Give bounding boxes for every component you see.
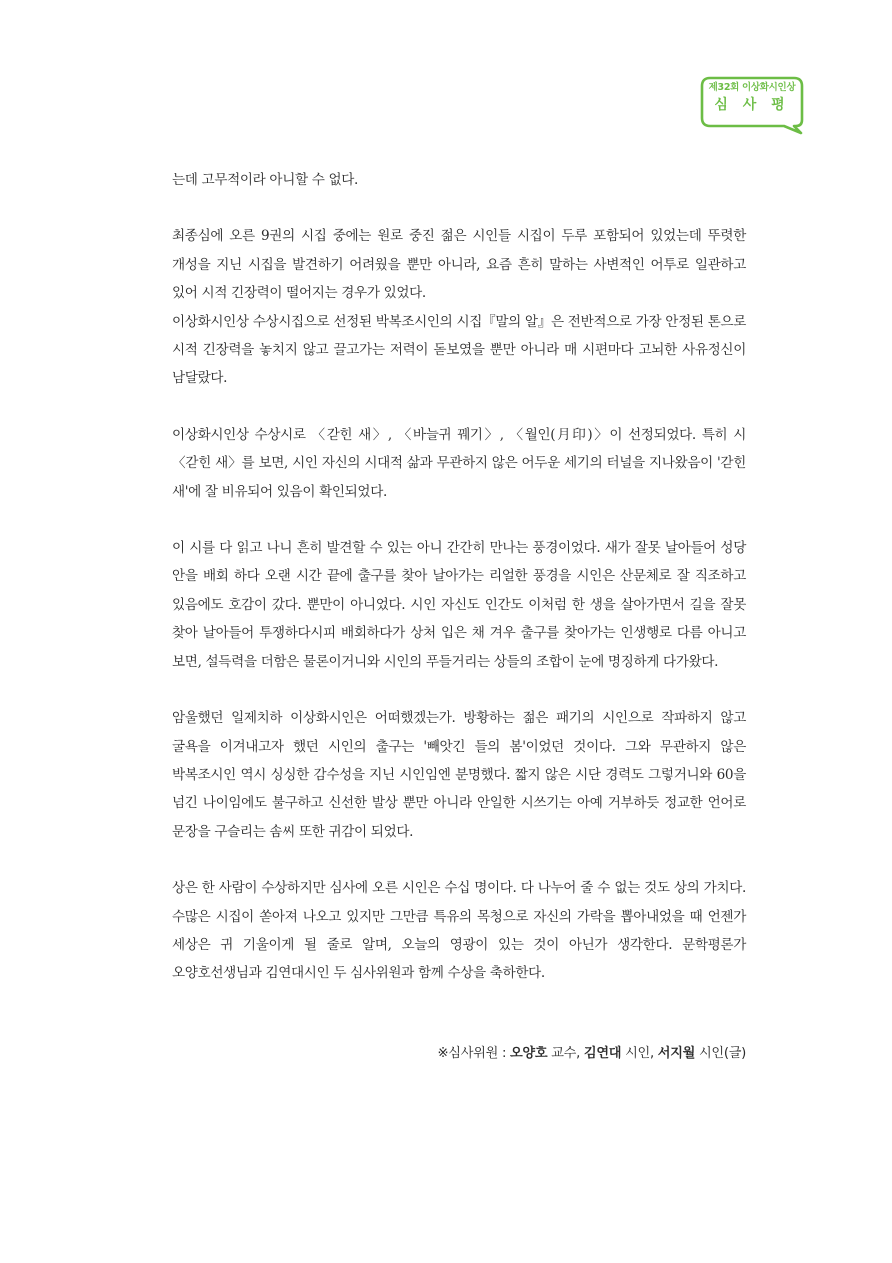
badge-title: 심 사 평 — [714, 97, 790, 113]
judge-title: 시인, — [621, 1046, 658, 1061]
judge-name: 김연대 — [583, 1046, 622, 1061]
paragraph-2: 최종심에 오른 9권의 시집 중에는 원로 중진 젊은 시인들 시집이 두루 포함되어 있었는데 뚜렷한 개성을 지닌 시집을 발견하기 어려웠을 뿐만 아니라, 요즘 흔히 말하는 사변적인 어투로 일관하고 있어 시적 긴장력이 떨어지는 경우가 있었다. — [172, 228, 746, 302]
paragraph-7: 상은 한 사람이 수상하지만 심사에 오른 시인은 수십 명이다. 다 나누어 줄 수 없는 것도 상의 가치다. 수많은 시집이 쏟아져 나오고 있지만 그만큼 특유의 목청으로 자신의 가락을 뽑아내었을 때 언젠가 세상은 귀 기울이게 될 줄로 알며, 오늘의 영광이 있는 것이 아닌가 생각한다. 문학평론가 오양호선생님과 김연대시인 두 심사위원과 함께 수상을 축하한다. — [172, 880, 746, 982]
judge-title: 시인(글) — [695, 1046, 746, 1061]
paragraph-1: 는데 고무적이라 아니할 수 없다. — [172, 172, 359, 188]
badge-subtitle: 제32회 이상화시인상 — [708, 82, 796, 93]
paragraph-3: 이상화시인상 수상시집으로 선정된 박복조시인의 시집『말의 알』은 전반적으로 가장 안정된 톤으로 시적 긴장력을 놓치지 않고 끌고가는 저력이 돋보였을 뿐만 아니라 매 시편마다 고뇌한 사유정신이 남달랐다. — [172, 313, 746, 387]
paragraph-6: 암울했던 일제치하 이상화시인은 어떠했겠는가. 방황하는 젊은 패기의 시인으로 작파하지 않고 굴욕을 이겨내고자 했던 시인의 출구는 '빼앗긴 들의 봄'이었던 것이다. 그와 무관하지 않은 박복조시인 역시 싱싱한 감수성을 지닌 시인임엔 분명했다. 짧지 않은 시단 경력도 그렇거니와 60을 넘긴 나이임에도 불구하고 신선한 발상 뿐만 아니라 안일한 시쓰기는 아예 거부하듯 정교한 언어로 문장을 구슬리는 솜씨 또한 귀감이 되었다. — [172, 710, 746, 840]
paragraph-4: 이상화시인상 수상시로 〈갇힌 새〉, 〈바늘귀 꿰기〉, 〈월인(月印)〉이 선정되었다. 특히 시 〈갇힌 새〉를 보면, 시인 자신의 시대적 삶과 무관하지 않은 어두운 세기의 터널을 지나왔음이 '갇힌 새'에 잘 비유되어 있음이 확인되었다. — [172, 426, 746, 500]
judge-name: 오양호 — [509, 1046, 548, 1061]
paragraph-5: 이 시를 다 읽고 나니 흔히 발견할 수 있는 아니 간간히 만나는 풍경이었다. 새가 잘못 날아들어 성당 안을 배회 하다 오랜 시간 끝에 출구를 찾아 날아가는 리얼한 풍경을 시인은 산문체로 잘 직조하고 있음에도 호감이 갔다. 뿐만이 아니었다. 시인 자신도 인간도 이처럼 한 생을 살아가면서 길을 잘못 찾아 날아들어 투쟁하다시피 배회하다가 상처 입은 채 겨우 출구를 찾아가는 인생행로 다름 아니고 보면, 설득력을 더함은 물론이거니와 시인의 푸들거리는 상들의 조합이 눈에 명징하게 다가왔다. — [172, 540, 746, 670]
judge-name: 서지월 — [657, 1046, 696, 1061]
review-body — [172, 166, 746, 988]
judge-title: 교수, — [547, 1046, 584, 1061]
judges-signature — [438, 1042, 746, 1061]
signature-prefix: ※심사위원 : — [437, 1046, 510, 1061]
badge — [700, 76, 804, 132]
